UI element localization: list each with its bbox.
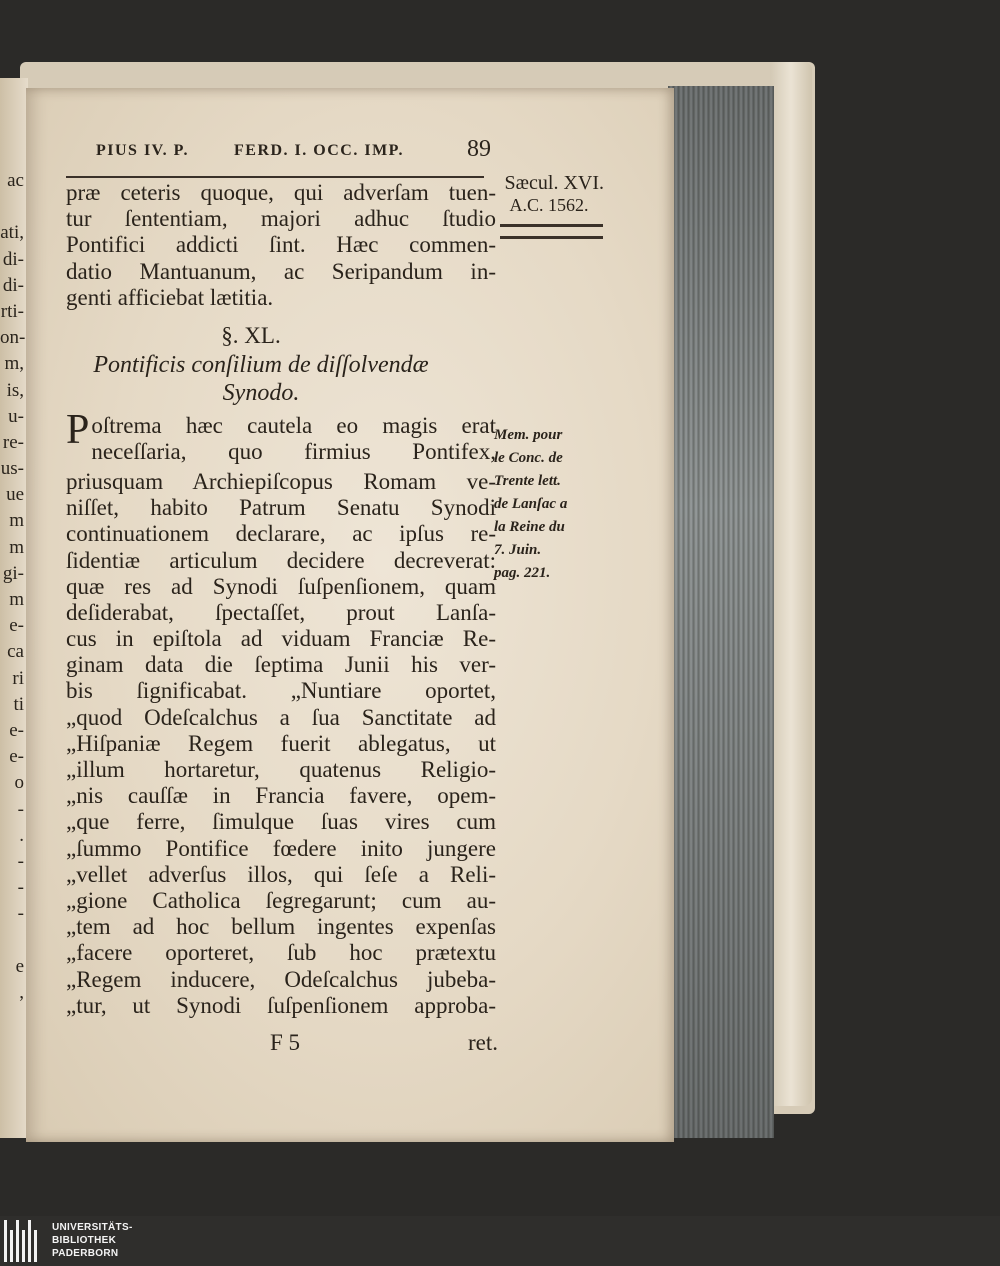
running-head-right: FERD. I. OCC. IMP. bbox=[234, 142, 404, 159]
left-margin-fragment: e- bbox=[9, 615, 24, 637]
reference-line: Mem. pour bbox=[494, 427, 563, 443]
text-line: tur ſententiam, majori adhuc ſtudio bbox=[66, 206, 496, 232]
margin-rule bbox=[500, 236, 603, 239]
page-footer bbox=[66, 1030, 498, 1060]
left-margin-fragment: . bbox=[19, 824, 24, 846]
left-margin-fragment: u- bbox=[8, 405, 24, 427]
text-line: ſidentiæ articulum decidere decreverat: bbox=[66, 547, 496, 573]
left-margin-fragment: m bbox=[9, 536, 24, 558]
left-margin-fragment: o bbox=[14, 772, 24, 794]
margin-date-note bbox=[494, 172, 604, 216]
left-margin-fragment: e- bbox=[9, 719, 24, 741]
left-page-margin-text bbox=[0, 168, 24, 1032]
left-margin-fragment bbox=[0, 194, 24, 220]
section-title-line: Pontificis conſilium de diſſolvendæ bbox=[93, 351, 429, 378]
catchword: ret. bbox=[467, 1030, 498, 1055]
left-margin-fragment: is, bbox=[6, 379, 24, 401]
text-line: neceſſaria, quo firmius Pontifex, bbox=[91, 439, 496, 465]
reference-line: le Conc. de bbox=[494, 450, 563, 466]
text-line: „que ferre, ſimulque ſuas vires cum bbox=[66, 809, 496, 835]
left-margin-fragment: m, bbox=[4, 353, 24, 375]
left-margin-fragment: us- bbox=[0, 458, 24, 480]
opening-paragraph bbox=[66, 180, 496, 311]
section-number: §. XL. bbox=[221, 322, 281, 348]
reference-line: Trente lett. bbox=[494, 473, 561, 489]
left-margin-fragment: ri bbox=[12, 667, 24, 689]
main-paragraph bbox=[66, 406, 496, 1019]
text-line: „vellet adverſus illos, qui ſeſe a Reli- bbox=[66, 861, 496, 887]
left-margin-fragment: ti bbox=[13, 693, 24, 715]
text-line: deſiderabat, ſpectaſſet, prout Lanſa- bbox=[66, 599, 496, 625]
text-line: quæ res ad Synodi ſuſpenſionem, quam bbox=[66, 573, 496, 599]
reference-line: pag. 221. bbox=[494, 565, 551, 581]
signature-mark: F 5 bbox=[270, 1030, 301, 1055]
left-margin-fragment: ati, bbox=[0, 222, 24, 244]
left-margin-fragment: - bbox=[17, 877, 24, 899]
left-margin-fragment: on- bbox=[0, 327, 26, 349]
left-margin-fragment: e- bbox=[9, 746, 24, 768]
header-rule bbox=[66, 176, 484, 178]
section-title bbox=[66, 351, 496, 407]
running-head-left: PIUS IV. P. bbox=[96, 142, 189, 159]
library-name bbox=[52, 1221, 133, 1260]
left-margin-fragment: - bbox=[17, 903, 24, 925]
text-line: bis ſignificabat. „Nuntiare oportet, bbox=[66, 678, 496, 704]
running-header bbox=[96, 136, 491, 172]
text-line: „gione Catholica ſegregarunt; cum au- bbox=[66, 887, 496, 913]
back-cover bbox=[770, 62, 812, 1106]
left-margin-fragment bbox=[0, 1006, 24, 1032]
text-line: „illum hortaretur, quatenus Religio- bbox=[66, 757, 496, 782]
text-line: „Regem inducere, Odeſcalchus jubeba- bbox=[66, 966, 496, 992]
text-line: datio Mantuanum, ac Seripandum in- bbox=[66, 258, 496, 284]
text-line: cus in epiſtola ad viduam Franciæ Re- bbox=[66, 626, 496, 652]
drop-cap: P bbox=[66, 406, 90, 453]
text-line: „quod Odeſcalchus a ſua Sanctitate ad bbox=[66, 704, 496, 730]
text-line: ginam data die ſeptima Junii his ver- bbox=[66, 652, 496, 678]
left-margin-fragment: m bbox=[9, 589, 24, 610]
text-line: „nis cauſſæ in Francia favere, opem- bbox=[66, 783, 496, 809]
left-margin-fragment: ue bbox=[6, 484, 24, 506]
left-margin-fragment: - bbox=[17, 850, 24, 872]
left-margin-fragment: di- bbox=[2, 248, 24, 270]
margin-rule bbox=[500, 224, 603, 227]
saeculum-label: Sæcul. XVI. bbox=[504, 172, 604, 194]
margin-reference-note bbox=[494, 424, 614, 585]
left-margin-fragment: - bbox=[17, 798, 24, 820]
text-line: „Hiſpaniæ Regem fuerit ablegatus, ut bbox=[66, 730, 496, 756]
reference-line: la Reine du bbox=[494, 519, 565, 535]
left-margin-fragment bbox=[0, 927, 24, 953]
left-margin-fragment: rti- bbox=[0, 300, 24, 322]
page-number: 89 bbox=[467, 136, 491, 162]
library-name-line: BIBLIOTHEK bbox=[52, 1235, 117, 1246]
page-block-edge bbox=[668, 86, 774, 1138]
text-line: præ ceteris quoque, qui adverſam tuen- bbox=[66, 180, 496, 205]
section-title-line: Synodo. bbox=[222, 379, 300, 406]
anno-label: A.C. 1562. bbox=[509, 195, 589, 215]
reference-line: 7. Juin. bbox=[494, 542, 542, 558]
left-margin-fragment: ca bbox=[7, 641, 24, 663]
text-line: „facere oporteret, ſub hoc prætextu bbox=[66, 940, 496, 966]
text-line: oſtrema hæc cautela eo magis erat bbox=[91, 412, 496, 438]
text-line: „tur, ut Synodi ſuſpenſionem approba- bbox=[66, 992, 496, 1018]
text-line: continuationem declarare, ac ipſus re- bbox=[66, 521, 496, 547]
reference-line: de Lanſac a bbox=[494, 496, 568, 512]
text-line: priusquam Archiepiſcopus Romam ve- bbox=[66, 468, 496, 494]
library-logo-icon bbox=[4, 1220, 42, 1262]
text-line: genti afficiebat lætitia. bbox=[66, 284, 274, 310]
library-footer-bar bbox=[0, 1216, 1000, 1266]
text-line: „ſummo Pontifice fœdere inito jungere bbox=[66, 835, 496, 861]
library-name-line: UNIVERSITÄTS- bbox=[52, 1222, 133, 1233]
left-margin-fragment: e bbox=[15, 955, 24, 977]
text-line: Pontifici addicti ſint. Hæc commen- bbox=[66, 232, 496, 258]
left-margin-fragment: re- bbox=[2, 431, 24, 453]
text-line: „tem ad hoc bellum ingentes expenſas bbox=[66, 914, 496, 940]
left-margin-fragment: di- bbox=[2, 274, 24, 296]
left-margin-fragment: , bbox=[19, 981, 24, 1003]
left-margin-fragment: ac bbox=[7, 170, 24, 191]
left-margin-fragment: m bbox=[9, 510, 24, 532]
library-name-line: PADERBORN bbox=[52, 1248, 119, 1259]
body-text bbox=[66, 180, 496, 1019]
text-line: niſſet, habito Patrum Senatu Synodi bbox=[66, 495, 496, 521]
left-margin-fragment: gi- bbox=[2, 562, 24, 584]
